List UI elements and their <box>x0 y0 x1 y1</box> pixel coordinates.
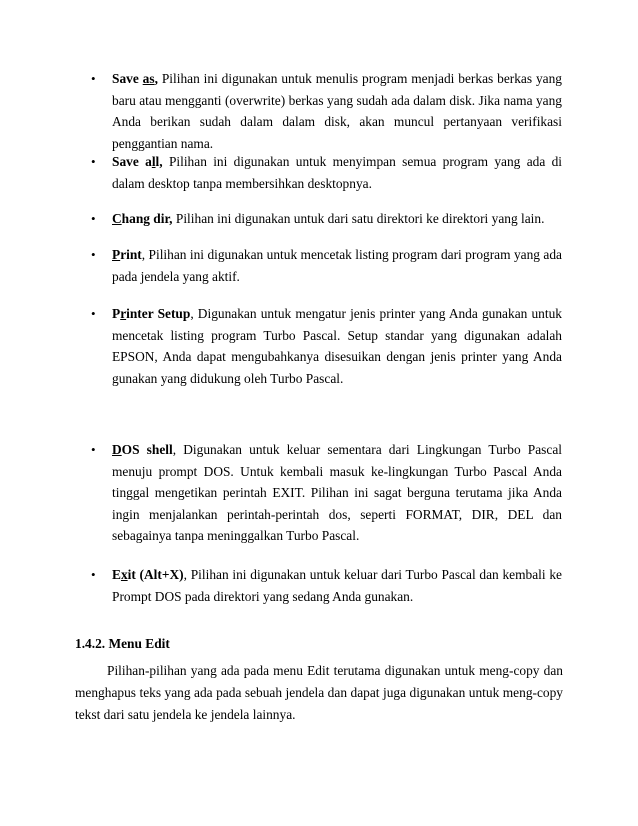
bullet-icon: • <box>91 211 96 226</box>
item-description: , Digunakan untuk keluar sementara dari Lingkungan Turbo Pascal menuju prompt DOS. Untuk kembali masuk ke-lingkungan Turbo Pascal Anda tinggal mengetikan perintah EXIT. Pilihan ini sagat berguna terutama jika Anda ingin menjalankan perintah-perintah dos, seperti FORMAT, DIR, DEL dan sebagainya tanpa meninggalkan Turbo Pascal. <box>112 442 562 543</box>
item-description: Pilihan ini digunakan untuk menyimpan semua program yang ada di dalam desktop tanpa membersihkan desktopnya. <box>112 154 563 191</box>
item-description: , Pilihan ini digunakan untuk mencetak listing program dari program yang ada pada jendela yang aktif. <box>112 247 562 284</box>
bullet-icon: • <box>91 247 96 262</box>
item-description: Pilihan ini digunakan untuk menulis program menjadi berkas berkas yang baru atau mengganti (overwrite) berkas yang sudah ada dalam disk. Jika nama yang Anda berikan sudah dalam dalam disk, akan muncul pertanyaan verifikasi penggantian nama. <box>112 71 562 151</box>
bullet-icon: • <box>91 306 96 321</box>
bullet-icon: • <box>91 71 96 86</box>
hotkey-letter: r <box>120 306 127 321</box>
item-description: , Pilihan ini digunakan untuk keluar dari Turbo Pascal dan kembali ke Prompt DOS pada direktori yang sedang Anda gunakan. <box>112 567 562 604</box>
hotkey-letter: D <box>112 442 122 457</box>
section-heading: 1.4.2. Menu Edit <box>75 636 170 651</box>
bullet-icon: • <box>91 442 96 457</box>
item-description: , Digunakan untuk mengatur jenis printer yang Anda gunakan untuk mencetak listing program Turbo Pascal. Setup standar yang digunakan adalah EPSON, Anda dapat mengubahkanya disesuikan dengan jenis printer yang Anda gunakan yang didukung oleh Turbo Pascal. <box>112 306 562 386</box>
hotkey-letter: as <box>142 71 155 86</box>
item-description: Pilihan ini digunakan untuk dari satu direktori ke direktori yang lain. <box>172 211 545 226</box>
bullet-icon: • <box>91 567 96 582</box>
hotkey-letter: l <box>151 154 156 169</box>
hotkey-letter: C <box>112 211 122 226</box>
bullet-icon: • <box>91 154 96 169</box>
hotkey-letter: x <box>120 567 128 582</box>
hotkey-letter: P <box>112 247 121 262</box>
document-page: • Save as, Pilihan ini digunakan untuk menulis program menjadi berkas berkas yang baru atau mengganti (overwrite) berkas yang sudah ada dalam disk. Jika nama yang Anda berikan sudah dalam dalam disk, akan muncul pertanyaan verifikasi penggantian nama. • Save all, Pilihan ini digunakan untuk menyimpan semua program yang ada di dalam desktop tanpa membersihkan desktopnya. • Chang dir, Pilihan ini digunakan untuk dari satu direktori ke direktori yang lain. • Print, Pilihan ini digunakan untuk mencetak listing program dari program yang ada pada jendela yang aktif. • Printer Setup, Digunakan untuk mengatur jenis printer yang Anda gunakan untuk mencetak listing program Turbo Pascal. Setup standar yang digunakan adalah EPSON, Anda dapat mengubahkanya disesuikan dengan jenis printer yang Anda gunakan yang didukung oleh Turbo Pascal. • DOS shell, Digunakan untuk keluar sementara dari Lingkungan Turbo Pascal menuju prompt DOS. Untuk kembali masuk ke-lingkungan Turbo Pascal Anda tinggal mengetikan perintah EXIT. Pilihan ini sagat berguna terutama jika Anda ingin menjalankan perintah-perintah dos, seperti FORMAT, DIR, DEL dan sebagainya tanpa meninggalkan Turbo Pascal. • Exit (Alt+X), Pilihan ini digunakan untuk keluar dari Turbo Pascal dan kembali ke Prompt DOS pada direktori yang sedang Anda gunakan. 1.4.2. Menu Edit Pilihan-pilihan yang ada pada menu Edit terutama digunakan untuk meng-copy dan menghapus teks yang ada pada sebuah jendela dan dapat juga digunakan untuk meng-copy tekst dari satu jendela ke jendela lainnya. <box>0 0 638 826</box>
section-paragraph: Pilihan-pilihan yang ada pada menu Edit terutama digunakan untuk meng-copy dan menghapus teks yang ada pada sebuah jendela dan dapat juga digunakan untuk meng-copy tekst dari satu jendela ke jendela lainnya. <box>75 663 563 722</box>
